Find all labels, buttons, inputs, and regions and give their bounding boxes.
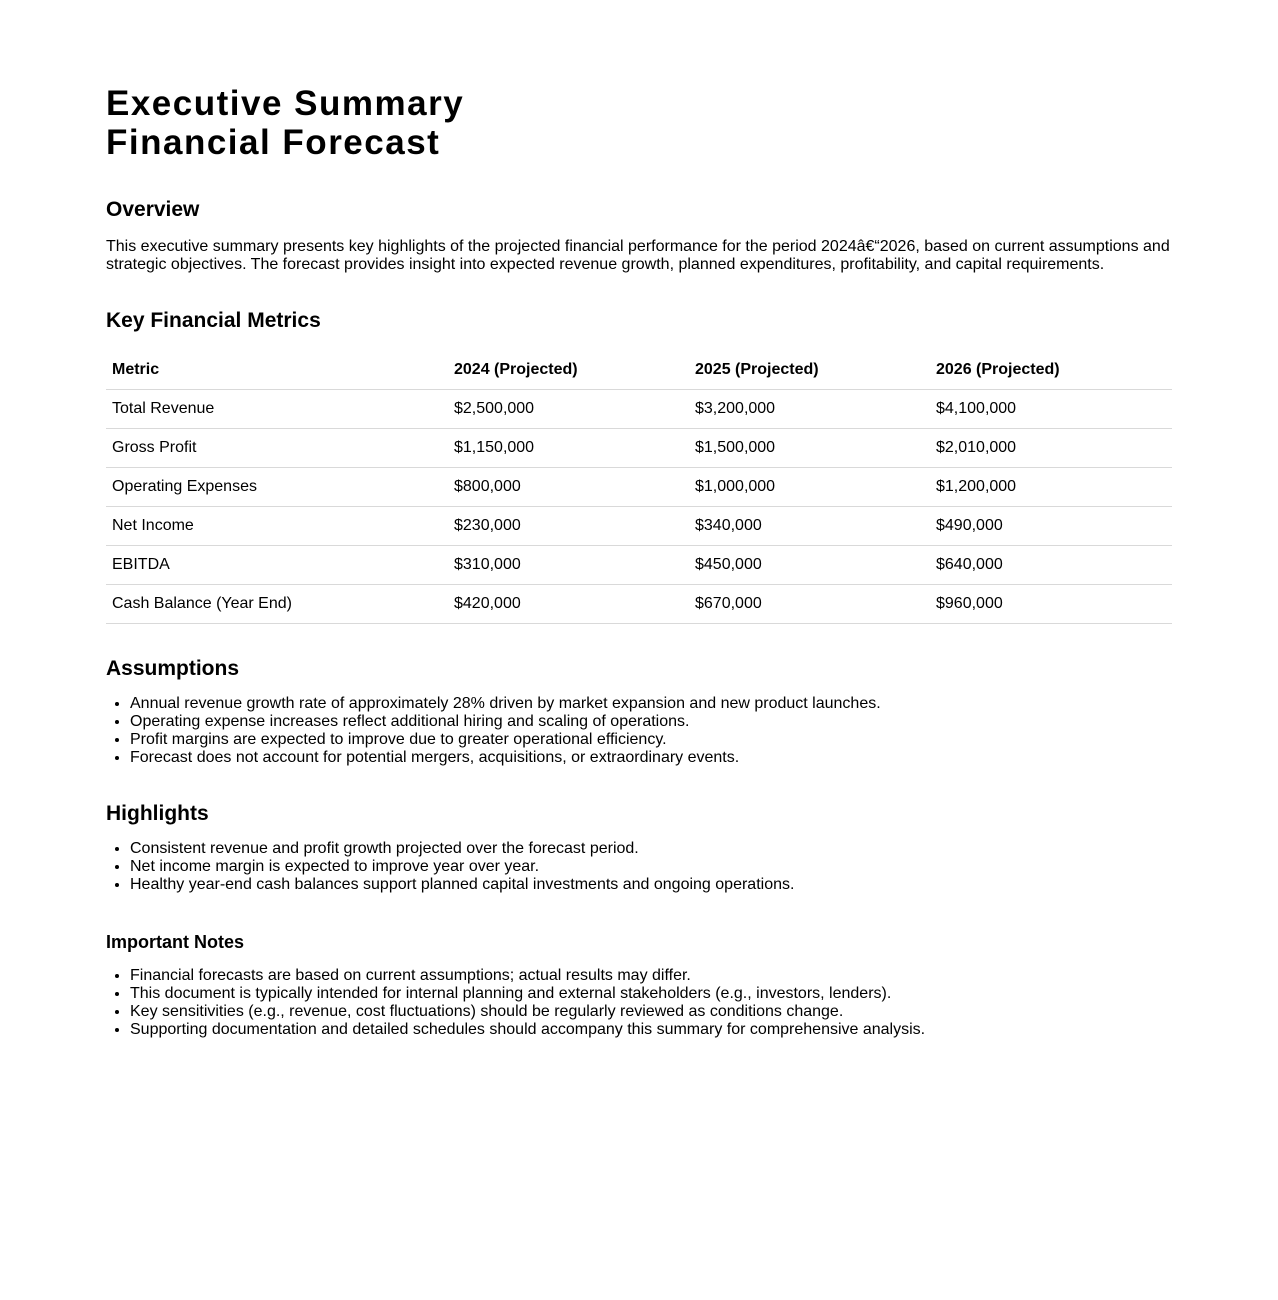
- table-row: [106, 585, 1172, 624]
- list-item: • Healthy year-end cash balances support planned capital investments and ongoing operations.: [130, 876, 1172, 894]
- metric-value-cell: $3,200,000: [689, 390, 930, 429]
- metric-value-cell: $4,100,000: [930, 390, 1172, 429]
- metric-name-cell: Net Income: [106, 507, 448, 546]
- metric-value-cell: $800,000: [448, 468, 689, 507]
- important-notes-list: [106, 967, 1172, 1039]
- metric-value-cell: $340,000: [689, 507, 930, 546]
- metrics-column-header: 2025 (Projected): [689, 350, 930, 390]
- assumptions-list: [106, 695, 1172, 767]
- metric-value-cell: $1,200,000: [930, 468, 1172, 507]
- metric-value-cell: $1,150,000: [448, 429, 689, 468]
- table-row: [106, 429, 1172, 468]
- list-item: • Consistent revenue and profit growth projected over the forecast period.: [130, 840, 1172, 858]
- table-row: [106, 546, 1172, 585]
- metrics-column-header: 2026 (Projected): [930, 350, 1172, 390]
- list-item: • Net income margin is expected to improve year over year.: [130, 858, 1172, 876]
- metric-name-cell: Gross Profit: [106, 429, 448, 468]
- metric-name-cell: Cash Balance (Year End): [106, 585, 448, 624]
- highlights-list: [106, 840, 1172, 894]
- list-item: • Key sensitivities (e.g., revenue, cost fluctuations) should be regularly reviewed as conditions change.: [130, 1003, 1172, 1021]
- metric-value-cell: $2,010,000: [930, 429, 1172, 468]
- metric-value-cell: $420,000: [448, 585, 689, 624]
- metrics-table: [106, 350, 1172, 624]
- metric-value-cell: $2,500,000: [448, 390, 689, 429]
- overview-text: This executive summary presents key highlights of the projected financial performance for the period 2024â€“2026, based on current assumptions and strategic objectives. The forecast provides insight into expected revenue growth, planned expenditures, profitability, and capital requirements.: [106, 238, 1170, 273]
- metric-name-cell: Operating Expenses: [106, 468, 448, 507]
- metric-value-cell: $1,000,000: [689, 468, 930, 507]
- metric-value-cell: $230,000: [448, 507, 689, 546]
- assumptions-heading: Assumptions: [106, 657, 240, 680]
- metrics-header-row: [106, 350, 1172, 390]
- page-title: [106, 84, 1172, 162]
- list-item: • This document is typically intended for internal planning and external stakeholders (e.g., investors, lenders).: [130, 985, 1172, 1003]
- metric-value-cell: $450,000: [689, 546, 930, 585]
- overview-heading: Overview: [106, 198, 200, 221]
- table-row: [106, 468, 1172, 507]
- list-item: • Operating expense increases reflect additional hiring and scaling of operations.: [130, 713, 1172, 731]
- metric-value-cell: $670,000: [689, 585, 930, 624]
- list-item: • Profit margins are expected to improve due to greater operational efficiency.: [130, 731, 1172, 749]
- highlights-heading: Highlights: [106, 802, 209, 825]
- metric-value-cell: $310,000: [448, 546, 689, 585]
- table-row: [106, 390, 1172, 429]
- metrics-column-header: Metric: [106, 350, 448, 390]
- metric-value-cell: $490,000: [930, 507, 1172, 546]
- table-row: [106, 507, 1172, 546]
- list-item: • Supporting documentation and detailed schedules should accompany this summary for comprehensive analysis.: [130, 1021, 1172, 1039]
- metric-value-cell: $640,000: [930, 546, 1172, 585]
- metric-value-cell: $960,000: [930, 585, 1172, 624]
- page-title-line-1: Executive Summary: [106, 84, 465, 123]
- important-notes-heading: Important Notes: [106, 932, 245, 952]
- list-item: • Financial forecasts are based on current assumptions; actual results may differ.: [130, 967, 1172, 985]
- page-title-line-2: Financial Forecast: [106, 123, 441, 162]
- list-item: • Annual revenue growth rate of approximately 28% driven by market expansion and new product launches.: [130, 695, 1172, 713]
- metric-value-cell: $1,500,000: [689, 429, 930, 468]
- metric-name-cell: EBITDA: [106, 546, 448, 585]
- metrics-column-header: 2024 (Projected): [448, 350, 689, 390]
- metrics-heading: Key Financial Metrics: [106, 309, 321, 332]
- list-item: • Forecast does not account for potential mergers, acquisitions, or extraordinary events.: [130, 749, 1172, 767]
- metric-name-cell: Total Revenue: [106, 390, 448, 429]
